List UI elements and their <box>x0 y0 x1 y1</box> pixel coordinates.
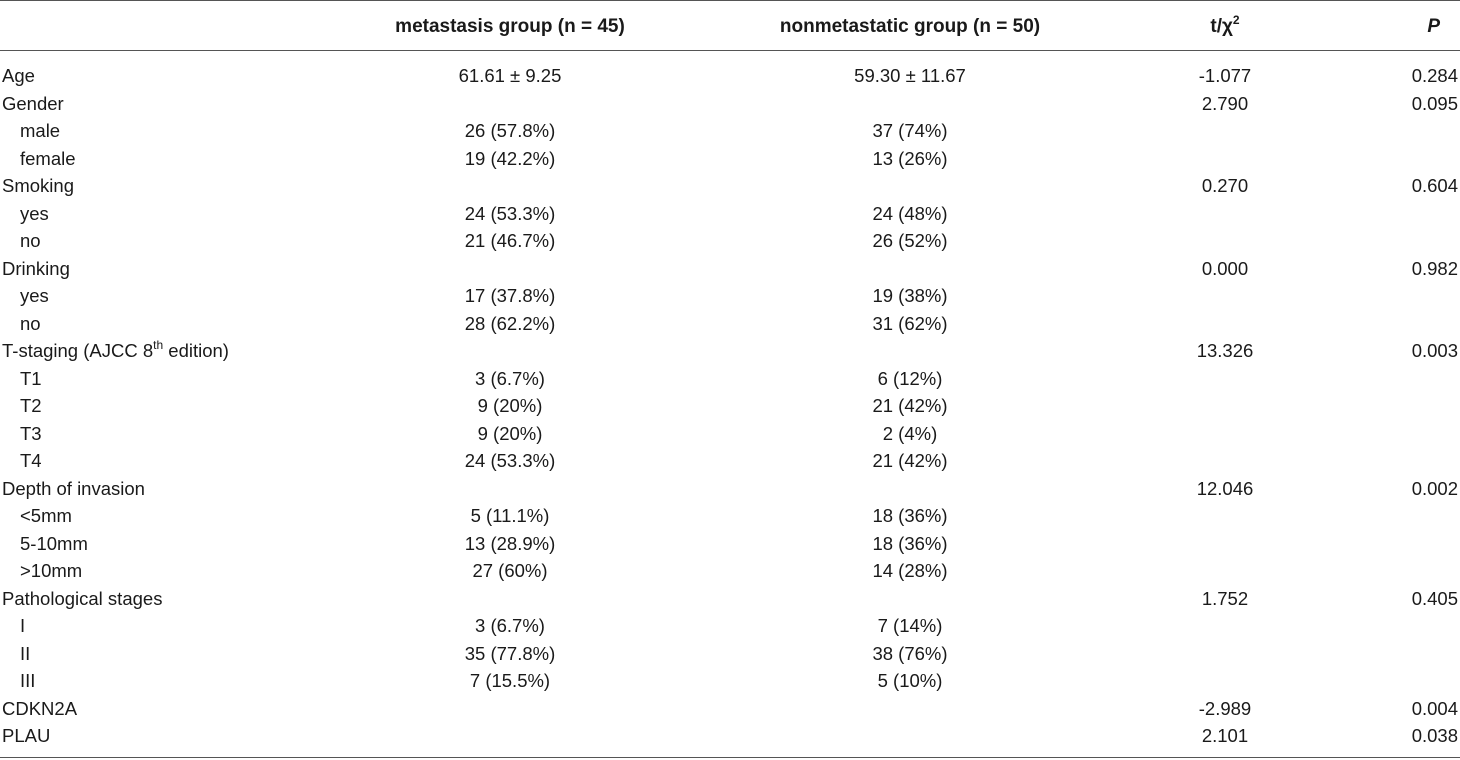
p-value: 0.604 <box>1411 175 1458 196</box>
row-label-text: T1 <box>20 367 42 389</box>
table-row <box>0 585 1460 613</box>
row-label-text: <5mm <box>20 505 72 526</box>
header-test-statistic <box>1150 12 1300 38</box>
metastasis-value: 19 (42.2%) <box>464 147 556 169</box>
p-value: 0.982 <box>1411 257 1458 279</box>
row-label-text: Gender <box>2 92 64 114</box>
row-label-text: 5-10mm <box>20 532 88 554</box>
table-subrow <box>0 502 1460 530</box>
row-label-text: II <box>20 642 31 664</box>
table-body <box>0 62 1460 750</box>
header-metastasis-group: metastasis group (n = 45) <box>395 16 625 37</box>
row-label-text: female <box>20 147 76 169</box>
metastasis-value: 5 (11.1%) <box>470 505 550 526</box>
row-label-text: T-staging (AJCC 8 <box>2 340 154 361</box>
table-row <box>0 255 1460 283</box>
metastasis-value: 61.61 ± 9.25 <box>458 65 562 86</box>
table-row <box>0 172 1460 200</box>
nonmetastatic-value: 2 (4%) <box>882 422 938 444</box>
row-label <box>20 447 42 475</box>
table-header-row <box>0 0 1460 50</box>
row-label-text: Depth of invasion <box>2 477 145 499</box>
p-value: 0.004 <box>1411 697 1458 719</box>
test-statistic-value: 13.326 <box>1196 340 1254 361</box>
table-row <box>0 90 1460 118</box>
table-subrow <box>0 420 1460 448</box>
row-label <box>20 282 49 310</box>
row-label-text: T4 <box>20 450 42 471</box>
row-label-text: I <box>20 615 26 636</box>
test-statistic-value: 2.101 <box>1201 725 1249 746</box>
test-statistic-value: 0.270 <box>1201 175 1249 196</box>
header-test-statistic-sup: 2 <box>1232 12 1240 27</box>
metastasis-value: 35 (77.8%) <box>464 642 556 664</box>
table-subrow <box>0 200 1460 228</box>
metastasis-value: 3 (6.7%) <box>475 615 545 636</box>
row-label-text: no <box>20 312 41 334</box>
header-p-value: P <box>1427 16 1440 37</box>
metastasis-value: 28 (62.2%) <box>464 312 556 334</box>
row-label-text: no <box>20 230 41 251</box>
metastasis-value: 9 (20%) <box>477 422 543 444</box>
metastasis-value: 7 (15.5%) <box>469 670 551 691</box>
table-header-rule <box>0 50 1460 51</box>
table-row <box>0 695 1460 723</box>
metastasis-value: 24 (53.3%) <box>464 202 556 224</box>
metastasis-value: 27 (60%) <box>472 560 548 581</box>
metastasis-value: 9 (20%) <box>477 395 543 416</box>
metastasis-value: 24 (53.3%) <box>464 450 556 471</box>
row-label-text: Age <box>2 65 35 86</box>
table-subrow <box>0 117 1460 145</box>
nonmetastatic-value: 24 (48%) <box>872 202 948 224</box>
row-label-text: yes <box>20 285 49 306</box>
row-label <box>2 722 50 750</box>
test-statistic-value: -1.077 <box>1198 65 1252 86</box>
table-subrow <box>0 667 1460 695</box>
p-value: 0.038 <box>1411 725 1458 746</box>
metastasis-value: 13 (28.9%) <box>464 532 556 554</box>
table-subrow <box>0 145 1460 173</box>
header-test-statistic-base: t/χ <box>1210 16 1233 37</box>
metastasis-value: 17 (37.8%) <box>464 285 556 306</box>
row-label <box>2 337 229 365</box>
test-statistic-value: 1.752 <box>1201 587 1249 609</box>
table-subrow <box>0 365 1460 393</box>
p-value: 0.003 <box>1411 340 1458 361</box>
row-label <box>20 392 42 420</box>
table-row <box>0 62 1460 90</box>
row-label-text: >10mm <box>20 560 83 581</box>
row-label <box>20 667 35 695</box>
nonmetastatic-value: 7 (14%) <box>877 615 943 636</box>
row-label <box>20 227 41 255</box>
table-subrow <box>0 227 1460 255</box>
row-label-text: Drinking <box>2 257 70 279</box>
row-label <box>20 117 60 145</box>
row-label-text: T3 <box>20 422 42 444</box>
row-label <box>20 557 82 585</box>
row-label <box>2 585 162 613</box>
table-subrow <box>0 310 1460 338</box>
header-nonmetastatic-group: nonmetastatic group (n = 50) <box>779 16 1041 37</box>
row-label-text: male <box>20 120 61 141</box>
nonmetastatic-value: 19 (38%) <box>872 285 948 306</box>
table-row <box>0 337 1460 365</box>
row-label-text: Pathological stages <box>2 587 163 609</box>
row-label-text: Smoking <box>2 175 74 196</box>
nonmetastatic-value: 59.30 ± 11.67 <box>854 65 966 86</box>
p-value: 0.405 <box>1411 587 1458 609</box>
row-label <box>20 310 41 338</box>
nonmetastatic-value: 31 (62%) <box>872 312 948 334</box>
row-label-text: CDKN2A <box>2 697 78 719</box>
row-label <box>20 502 72 530</box>
row-label <box>20 530 88 558</box>
test-statistic-value: 0.000 <box>1201 257 1249 279</box>
nonmetastatic-value: 5 (10%) <box>877 670 943 691</box>
nonmetastatic-value: 37 (74%) <box>872 120 948 141</box>
table-subrow <box>0 557 1460 585</box>
row-label <box>20 145 76 173</box>
test-statistic-value: 2.790 <box>1201 92 1249 114</box>
nonmetastatic-value: 14 (28%) <box>872 560 948 581</box>
p-value: 0.284 <box>1411 65 1458 86</box>
p-value: 0.002 <box>1411 477 1458 499</box>
nonmetastatic-value: 26 (52%) <box>872 230 948 251</box>
nonmetastatic-value: 38 (76%) <box>872 642 948 664</box>
row-label-sup: th <box>153 337 164 352</box>
table-bottom-rule <box>0 757 1460 758</box>
row-label <box>2 62 35 90</box>
row-label <box>20 420 42 448</box>
row-label <box>20 200 49 228</box>
table-subrow <box>0 530 1460 558</box>
row-label <box>2 90 64 118</box>
row-label-text: PLAU <box>2 725 51 746</box>
metastasis-value: 26 (57.8%) <box>464 120 556 141</box>
nonmetastatic-value: 13 (26%) <box>872 147 948 169</box>
table-subrow <box>0 392 1460 420</box>
row-label <box>20 612 25 640</box>
row-label-tail: edition) <box>163 340 229 361</box>
row-label <box>2 475 145 503</box>
table-subrow <box>0 612 1460 640</box>
table-row <box>0 722 1460 750</box>
row-label <box>20 640 30 668</box>
row-label <box>2 255 70 283</box>
metastasis-value: 3 (6.7%) <box>475 367 545 389</box>
nonmetastatic-value: 6 (12%) <box>877 367 943 389</box>
table-row <box>0 475 1460 503</box>
row-label <box>2 172 74 200</box>
test-statistic-value: -2.989 <box>1198 697 1252 719</box>
p-value: 0.095 <box>1411 92 1458 114</box>
nonmetastatic-value: 18 (36%) <box>872 532 948 554</box>
row-label-text: III <box>20 670 36 691</box>
table-subrow <box>0 282 1460 310</box>
metastasis-value: 21 (46.7%) <box>464 230 556 251</box>
test-statistic-value: 12.046 <box>1196 477 1254 499</box>
table-subrow <box>0 640 1460 668</box>
row-label-text: yes <box>20 202 49 224</box>
row-label <box>2 695 77 723</box>
row-label-text: T2 <box>20 395 42 416</box>
nonmetastatic-value: 21 (42%) <box>872 395 948 416</box>
nonmetastatic-value: 21 (42%) <box>872 450 948 471</box>
table-subrow <box>0 447 1460 475</box>
nonmetastatic-value: 18 (36%) <box>872 505 948 526</box>
row-label <box>20 365 42 393</box>
